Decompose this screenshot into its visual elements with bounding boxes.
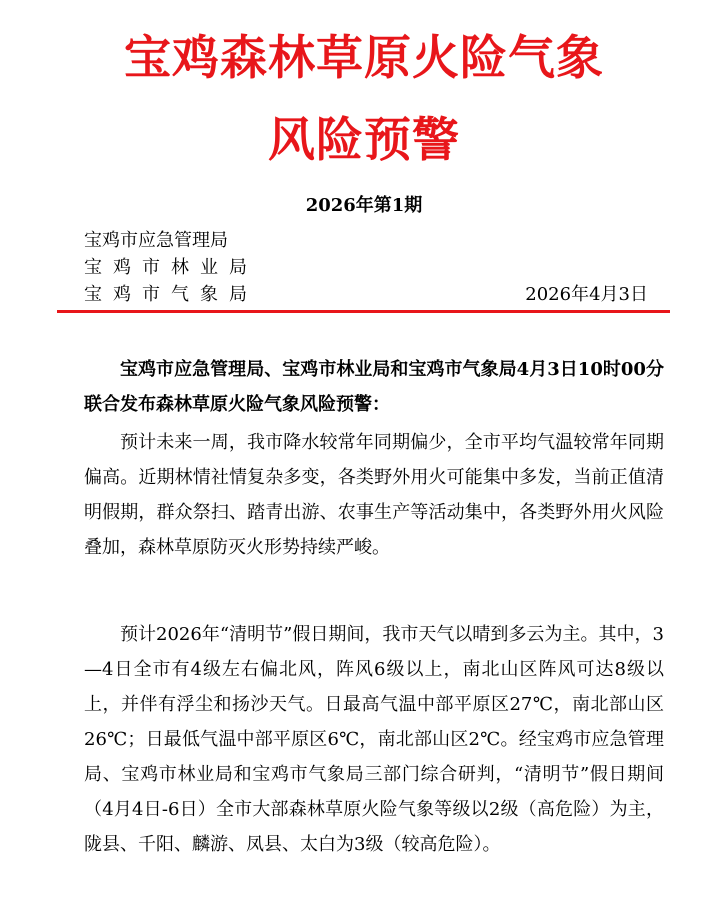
issue-date: 2026年4月3日 [525, 284, 648, 305]
issuer-emergency-bureau: 宝鸡市应急管理局 [84, 230, 228, 251]
red-divider [57, 310, 670, 313]
issuer-meteorology-bureau: 宝鸡市气象局 [84, 284, 258, 305]
issue-number: 2026年第1期 [305, 195, 423, 216]
forecast-paragraph-week: 预计未来一周，我市降水较常年同期偏少，全市平均气温较常年同期偏高。近期林情社情复杂多变，各类野外用火可能集中多发，当前正值清明假期，群众祭扫、踏青出游、农事生产等活动集中，各类野外用火风险叠加，森林草原防灭火形势持续严峻。 [84, 432, 664, 558]
document-title-line1: 宝鸡森林草原火险气象 [124, 31, 604, 86]
lead-paragraph: 宝鸡市应急管理局、宝鸡市林业局和宝鸡市气象局4月3日10时00分联合发布森林草原火险气象风险预警： [84, 359, 664, 415]
forecast-paragraph-holiday: 预计2026年“清明节”假日期间，我市天气以晴到多云为主。其中，3—4日全市有4级左右偏北风，阵风6级以上，南北山区阵风可达8级以上，并伴有浮尘和扬沙天气。日最高气温中部平原区27℃，南北部山区26℃；日最低气温中部平原区6℃，南北部山区2℃。经宝鸡市应急管理局、宝鸡市林业局和宝鸡市气象局三部门综合研判，“清明节”假日期间（4月4日-6日）全市大部森林草原火险气象等级以2级（高危险）为主，陇县、千阳、麟游、凤县、太白为3级（较高危险）。 [84, 624, 664, 855]
issuer-forestry-bureau: 宝鸡市林业局 [84, 257, 258, 278]
document-title-line2: 风险预警 [268, 113, 460, 168]
